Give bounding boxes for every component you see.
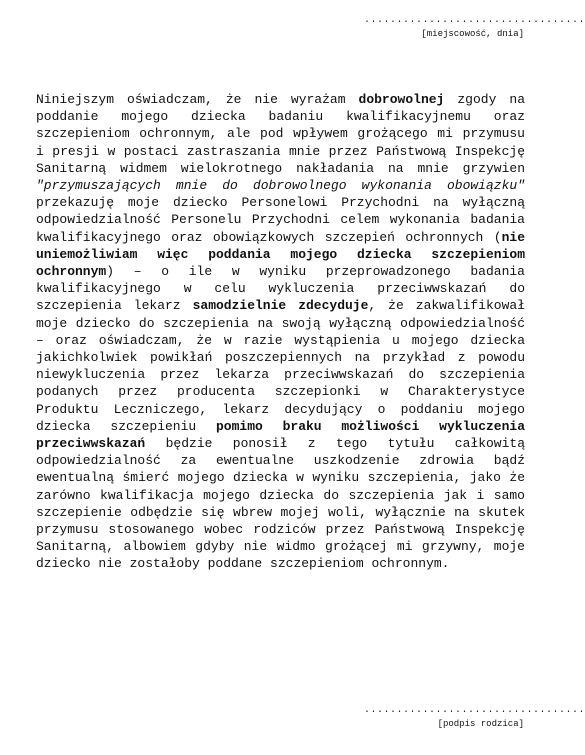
parent-signature-dotted-line: .................................. [364, 705, 585, 716]
bold-independently-decides: samodzielnie zdecyduje [192, 298, 369, 314]
text-segment: będzie ponosił z tego tytułu całkowitą odpowiedzialność za ewentualne uszkodzenie zdrowia bądź ewentualną śmierć mojego dziecka w wyniku szczepienia, jako że zarówno kwalifikacja mojego dziecka do szczepienia jak i samo szczepienie odbędzie się wbrew mojej woli, wyłącznie na skutek przymusu stosowanego wobec rodziców przez Państwową Inspekcję Sanitarną, albowiem gdyby nie widmo grożącej mi grzywny, moje dziecko nie zostałoby poddane szczepieniom ochronnym. [36, 436, 525, 572]
declaration-text [36, 91, 525, 573]
text-segment: Niniejszym oświadczam, że nie wyrażam [36, 92, 359, 107]
place-date-signature-block [364, 15, 585, 41]
parent-signature-block [364, 705, 585, 731]
bold-voluntary: dobrowolnej [358, 92, 445, 107]
place-date-dotted-line: .................................. [364, 15, 585, 26]
declaration-paragraph [36, 91, 525, 573]
place-date-label: [miejscowość, dnia] [421, 29, 524, 39]
text-segment: ) – o ile w wyniku przeprowadzonego badania kwalifikacyjnego w celu wykluczenia przeciwwskazań do szczepienia lekarz [36, 264, 525, 314]
text-segment: zgody na poddanie mojego dziecka badaniu kwalifikacyjnemu oraz szczepieniom ochronnym, ale pod wpływem grożącego mi przymusu i presji w postaci zastraszania mnie przez Państwową Inspekcję Sanitarną widmem wielokrotnego nakładania na mnie grzywien [36, 92, 525, 176]
bold-despite-lack: pomimo braku możliwości wykluczenia przeciwwskazań [36, 418, 525, 452]
parent-signature-label: [podpis rodzica] [437, 719, 524, 729]
text-segment: przekazuję moje dziecko Personelowi Przychodni na wyłączną odpowiedzialność Personelu Przychodni celem wykonania badania kwalifikacyjnego oraz obowiązkowych szczepień ochronnych ( [36, 195, 525, 245]
text-segment: , że zakwalifikował moje dziecko do szczepienia na swoją wyłączną odpowiedzialność – oraz oświadczam, że w razie wystąpienia u mojego dziecka jakichkolwiek powikłań poszczepiennych na przykład z powodu niewykluczenia przez lekarza przeciwwskazań do szczepienia podanych przez producenta szczepionki w Charakterystyce Produktu Leczniczego, lekarz decydujący o poddaniu mojego dziecka szczepieniu [36, 298, 525, 434]
bold-not-preventing: nie uniemożliwiam więc poddania mojego dziecka szczepieniom ochronnym [36, 229, 525, 280]
italic-quote: "przymuszających mnie do dobrowolnego wykonania obowiązku" [36, 178, 525, 194]
